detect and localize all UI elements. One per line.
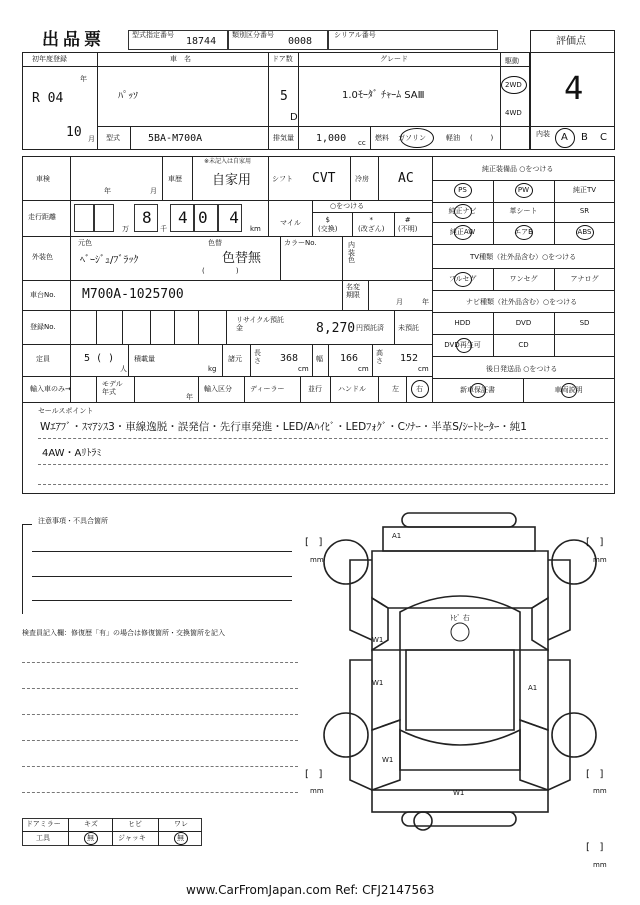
equip-item: SR [579, 207, 590, 215]
shift-label: シフト [272, 175, 293, 183]
month-unit: 月 [88, 135, 95, 143]
diagram-mark: W1 [372, 636, 384, 644]
diagram-mark: A1 [392, 532, 402, 540]
drive-2wd: 2WD [505, 81, 522, 89]
fuel-diesel: 軽油 [446, 134, 460, 142]
length-value: 368 [280, 353, 299, 364]
equip-item: 革シート [509, 207, 538, 215]
diagram-mark: W1 [453, 789, 465, 797]
rating-value: 4 [564, 69, 584, 107]
docs-item: 新車保証書 [460, 386, 495, 394]
docs-item: 車両説明 [554, 386, 583, 394]
interior-label: 内装 [536, 130, 550, 138]
interior-c: C [600, 132, 607, 143]
car-name-label: 車 名 [170, 55, 191, 63]
year-unit: 年 [80, 75, 87, 83]
footer-ref: www.CarFromJapan.com Ref: CFJ2147563 [186, 883, 435, 897]
chassis-label: 車台No. [30, 291, 56, 299]
mileage-sen: 4 [178, 208, 188, 227]
doors-value: 5 [280, 89, 288, 104]
docs-title: 後日発送品 ○をつける [486, 365, 558, 373]
displacement-value: 1,000 [316, 133, 347, 144]
car-name-value: ﾊﾟｯｿ [118, 91, 138, 102]
capacity-label: 定員 [36, 355, 50, 363]
mileage-rest: 0 4 [198, 208, 245, 227]
drive-label: 駆動 [505, 57, 519, 65]
fuel-gasoline: ガソリン [398, 134, 426, 142]
interior-a: A [561, 132, 568, 143]
equip-item: 純正AW [449, 228, 476, 236]
use-label: 車歴 [168, 175, 182, 183]
displacement-label: 排気量 [273, 134, 294, 142]
equip-item: 純正ナビ [448, 207, 477, 215]
class-value: 0008 [288, 36, 313, 47]
width-value: 166 [340, 353, 359, 364]
equip-item: PW [517, 186, 530, 194]
navi-item: DVD [515, 319, 532, 327]
tv-item: アナログ [570, 275, 599, 283]
navi-item: SD [579, 319, 590, 327]
equip-item: 純正TV [572, 186, 597, 194]
shaken-label: 車検 [36, 175, 50, 183]
navi-item: CD [518, 341, 529, 349]
circle-note: ○をつける [330, 202, 365, 210]
use-note: ※未記入は自家用 [204, 158, 252, 165]
reg-label: 登録No. [30, 323, 56, 331]
sales-line2: 4AW・Aﾘﾄﾗﾐ [42, 448, 102, 459]
diagram-mark: W1 [372, 679, 384, 687]
exterior-label: 外装色 [32, 253, 53, 261]
model-cert-value: 18744 [186, 36, 217, 47]
navi-title: ナビ種類（社外品含む）○をつける [466, 298, 578, 306]
fuel-label: 燃料 [375, 134, 389, 142]
tv-item: フルセグ [448, 275, 477, 283]
chassis-value: M700A-1025700 [82, 287, 184, 302]
first-reg-month: 10 [66, 125, 82, 140]
doors-label: ドア数 [272, 55, 293, 63]
capacity-value: 5 ( ) [84, 353, 115, 364]
first-reg-era: R 04 [32, 91, 64, 106]
equip-item: エアB [514, 228, 533, 236]
mileage-label: 走行距離 [28, 213, 56, 221]
interior-b: B [581, 132, 588, 143]
serial-label: シリアル番号 [334, 31, 376, 39]
caution-label: 注意事項・不具合箇所 [38, 517, 108, 525]
use-value: 自家用 [212, 173, 252, 188]
equip-title: 純正装備品 ○をつける [482, 165, 554, 173]
diagram-mark: A1 [528, 684, 538, 692]
inspector-label: 検査員記入欄：修復歴「有」の場合は修復箇所・交換箇所を記入 [22, 629, 225, 637]
model-label: 型式 [106, 134, 120, 142]
sales-line1: Wｴｱﾌﾞ・ｽﾏｱｼｽ3・車線逸脱・誤発信・先行車発進・LED/Aﾊｲﾋﾞ・LEDﾌｫｸﾞ・Cｿﾅｰ・半革S/ｼｰﾄﾋｰﾀｰ・純1 [40, 421, 527, 433]
grade-value: 1.0ﾓｰﾀﾞ ﾁｬｰﾑ SAⅢ [342, 90, 425, 101]
equip-item: ABS [577, 228, 592, 236]
first-reg-label: 初年度登録 [32, 55, 67, 63]
height-value: 152 [400, 353, 419, 364]
navi-item: DVD再生可 [444, 341, 481, 349]
cooler-value: AC [398, 171, 414, 186]
mile-label: マイル [280, 219, 301, 227]
tv-title: TV種類（社外品含む）○をつける [470, 253, 577, 261]
model-value: 5BA-M700A [148, 133, 203, 144]
import-label: 輸入車のみ→ [30, 385, 71, 393]
sheet-title: 出品票 [42, 30, 105, 50]
shift-value: CVT [312, 171, 336, 186]
displacement-unit: cc [358, 139, 366, 147]
tv-item: ワンセグ [509, 275, 538, 283]
cooler-label: 冷房 [355, 175, 369, 183]
diagram-mark: ﾄﾋﾞ 右 [450, 614, 470, 622]
class-label: 類別区分番号 [232, 31, 274, 39]
model-cert-label: 型式指定番号 [132, 31, 174, 39]
rating-label: 評価点 [556, 36, 586, 47]
sales-label: セールスポイント [38, 407, 94, 415]
navi-item: HDD [454, 319, 471, 327]
recolor-value: 色替無 [222, 251, 262, 266]
color-value: ﾍﾞｰｼﾞｭ/ﾌﾞﾗｯｸ [80, 255, 139, 266]
diagram-mark: W1 [382, 756, 394, 764]
grade-label: グレード [380, 55, 408, 63]
doors-type: D [290, 112, 298, 123]
recycle-label: リサイクル預託金 [236, 316, 285, 333]
recycle-value: 8,270 [316, 321, 356, 336]
drive-4wd: 4WD [505, 109, 522, 117]
mileage-man: 8 [142, 208, 152, 227]
equip-item: PS [458, 186, 467, 194]
